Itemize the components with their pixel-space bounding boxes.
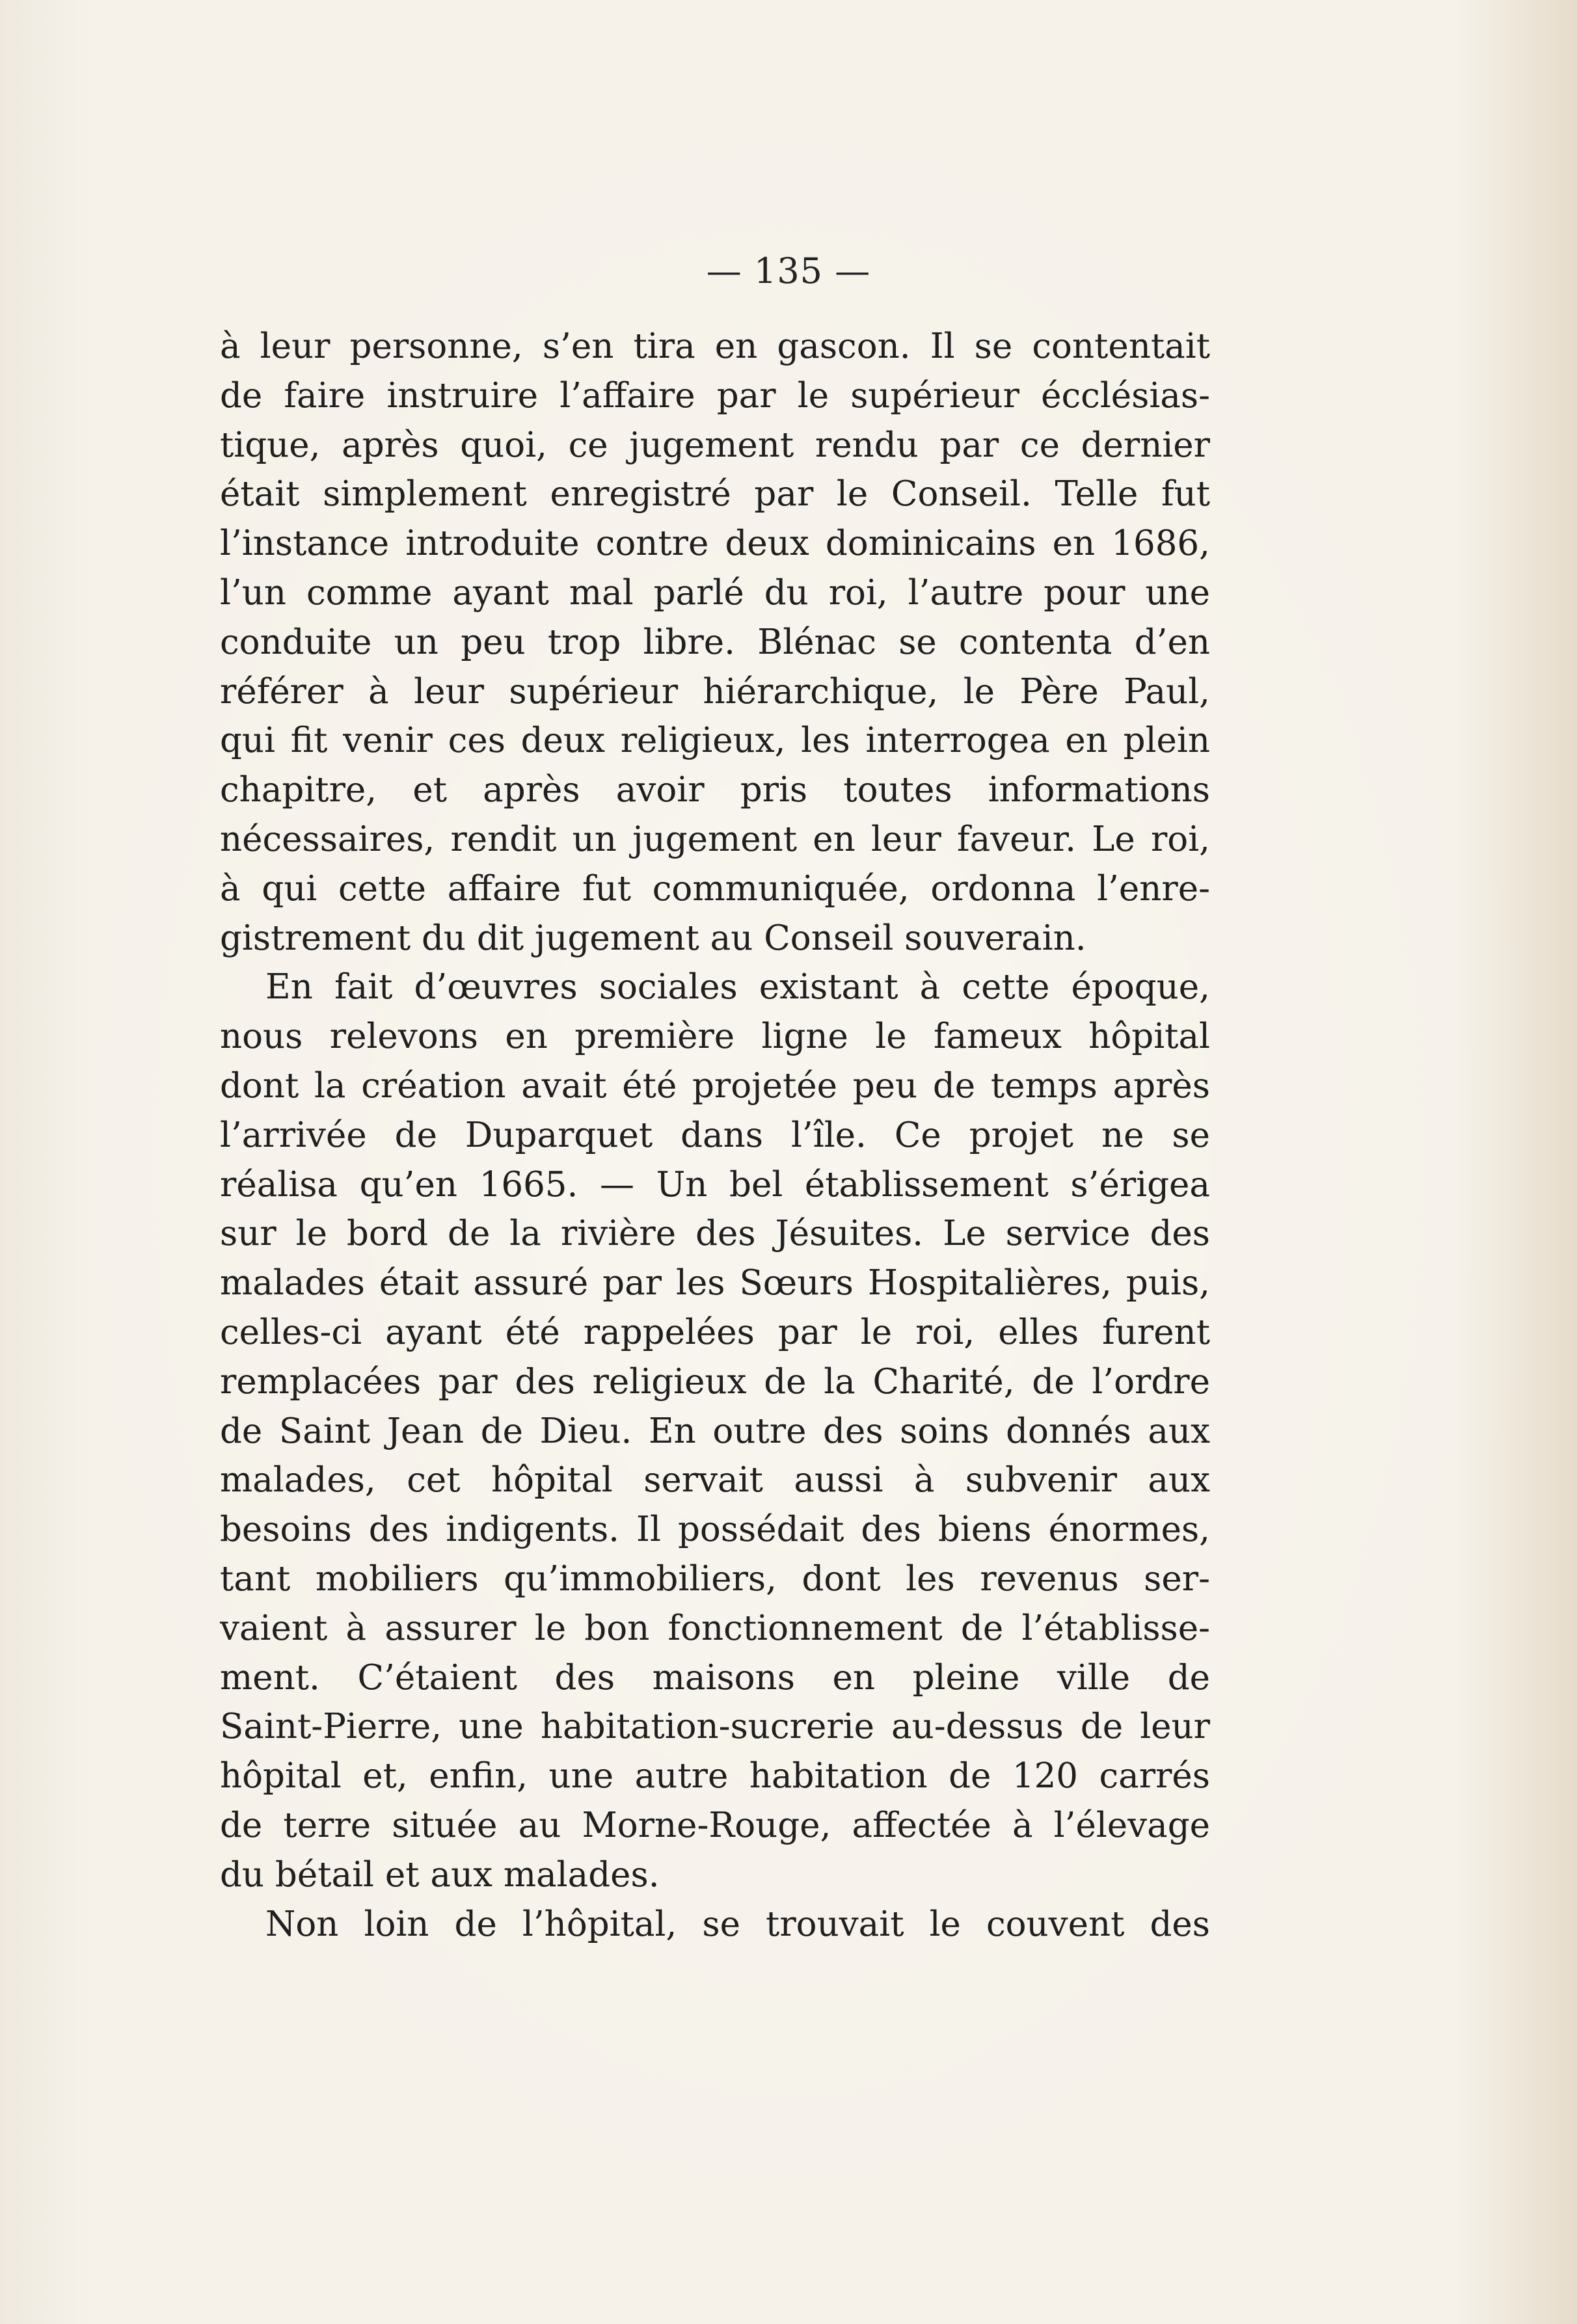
- text-line: tique, après quoi, ce jugement rendu par ce dernier: [220, 425, 1210, 465]
- text-line: gistrement du dit jugement au Conseil souverain.: [220, 918, 1086, 958]
- text-line: sur le bord de la rivière des Jésuites. Le service des: [220, 1214, 1210, 1254]
- text-line: hôpital et, enfin, une autre habitation de 120 carrés: [220, 1756, 1210, 1796]
- text-line: En fait d’œuvres sociales existant à cette époque,: [265, 967, 1210, 1008]
- text-line: nécessaires, rendit un jugement en leur faveur. Le roi,: [220, 819, 1210, 859]
- text-line: à leur personne, s’en tira en gascon. Il se contentait: [220, 327, 1210, 366]
- text-line: l’arrivée de Duparquet dans l’île. Ce projet ne se: [220, 1115, 1210, 1155]
- text-line: besoins des indigents. Il possédait des biens énormes,: [220, 1510, 1210, 1550]
- text-line: l’un comme ayant mal parlé du roi, l’autre pour une: [220, 572, 1210, 613]
- text-line: nous relevons en première ligne le fameux hôpital: [220, 1017, 1210, 1057]
- body-text: [220, 322, 1210, 1949]
- text-line: malades, cet hôpital servait aussi à subvenir aux: [220, 1460, 1210, 1501]
- text-line: remplacées par des religieux de la Charité, de l’ordre: [220, 1361, 1210, 1402]
- text-line: dont la création avait été projetée peu de temps après: [220, 1065, 1210, 1106]
- page-number: — 135 —: [706, 250, 871, 291]
- text-line: Non loin de l’hôpital, se trouvait le couvent des: [265, 1904, 1210, 1944]
- text-line: Saint-Pierre, une habitation-sucrerie au-dessus de leur: [220, 1707, 1210, 1747]
- text-line: de Saint Jean de Dieu. En outre des soins donnés aux: [220, 1411, 1210, 1451]
- text-line: l’instance introduite contre deux dominicains en 1686,: [220, 524, 1210, 564]
- text-line: chapitre, et après avoir pris toutes informations: [220, 770, 1210, 810]
- text-line: ment. C’étaient des maisons en pleine ville de: [220, 1657, 1210, 1698]
- text-line: qui fit venir ces deux religieux, les interrogea en plein: [220, 721, 1210, 761]
- text-line: était simplement enregistré par le Conseil. Telle fut: [220, 474, 1210, 514]
- text-line: celles-ci ayant été rappelées par le roi, elles furent: [220, 1312, 1210, 1352]
- text-line: réalisa qu’en 1665. — Un bel établissement s’érigea: [220, 1164, 1210, 1205]
- text-line: de faire instruire l’affaire par le supérieur écclésias-: [220, 375, 1210, 416]
- text-line: de terre située au Morne-Rouge, affectée à l’élevage: [220, 1805, 1210, 1845]
- text-line: référer à leur supérieur hiérarchique, le Père Paul,: [220, 671, 1210, 712]
- text-line: tant mobiliers qu’immobiliers, dont les revenus ser-: [220, 1558, 1210, 1599]
- text-line: vaient à assurer le bon fonctionnement de l’établisse-: [220, 1608, 1210, 1648]
- text-line: du bétail et aux malades.: [220, 1854, 660, 1895]
- text-line: conduite un peu trop libre. Blénac se contenta d’en: [220, 622, 1210, 662]
- text-line: malades était assuré par les Sœurs Hospitalières, puis,: [220, 1263, 1210, 1303]
- text-line: à qui cette affaire fut communiquée, ordonna l’enre-: [220, 868, 1210, 909]
